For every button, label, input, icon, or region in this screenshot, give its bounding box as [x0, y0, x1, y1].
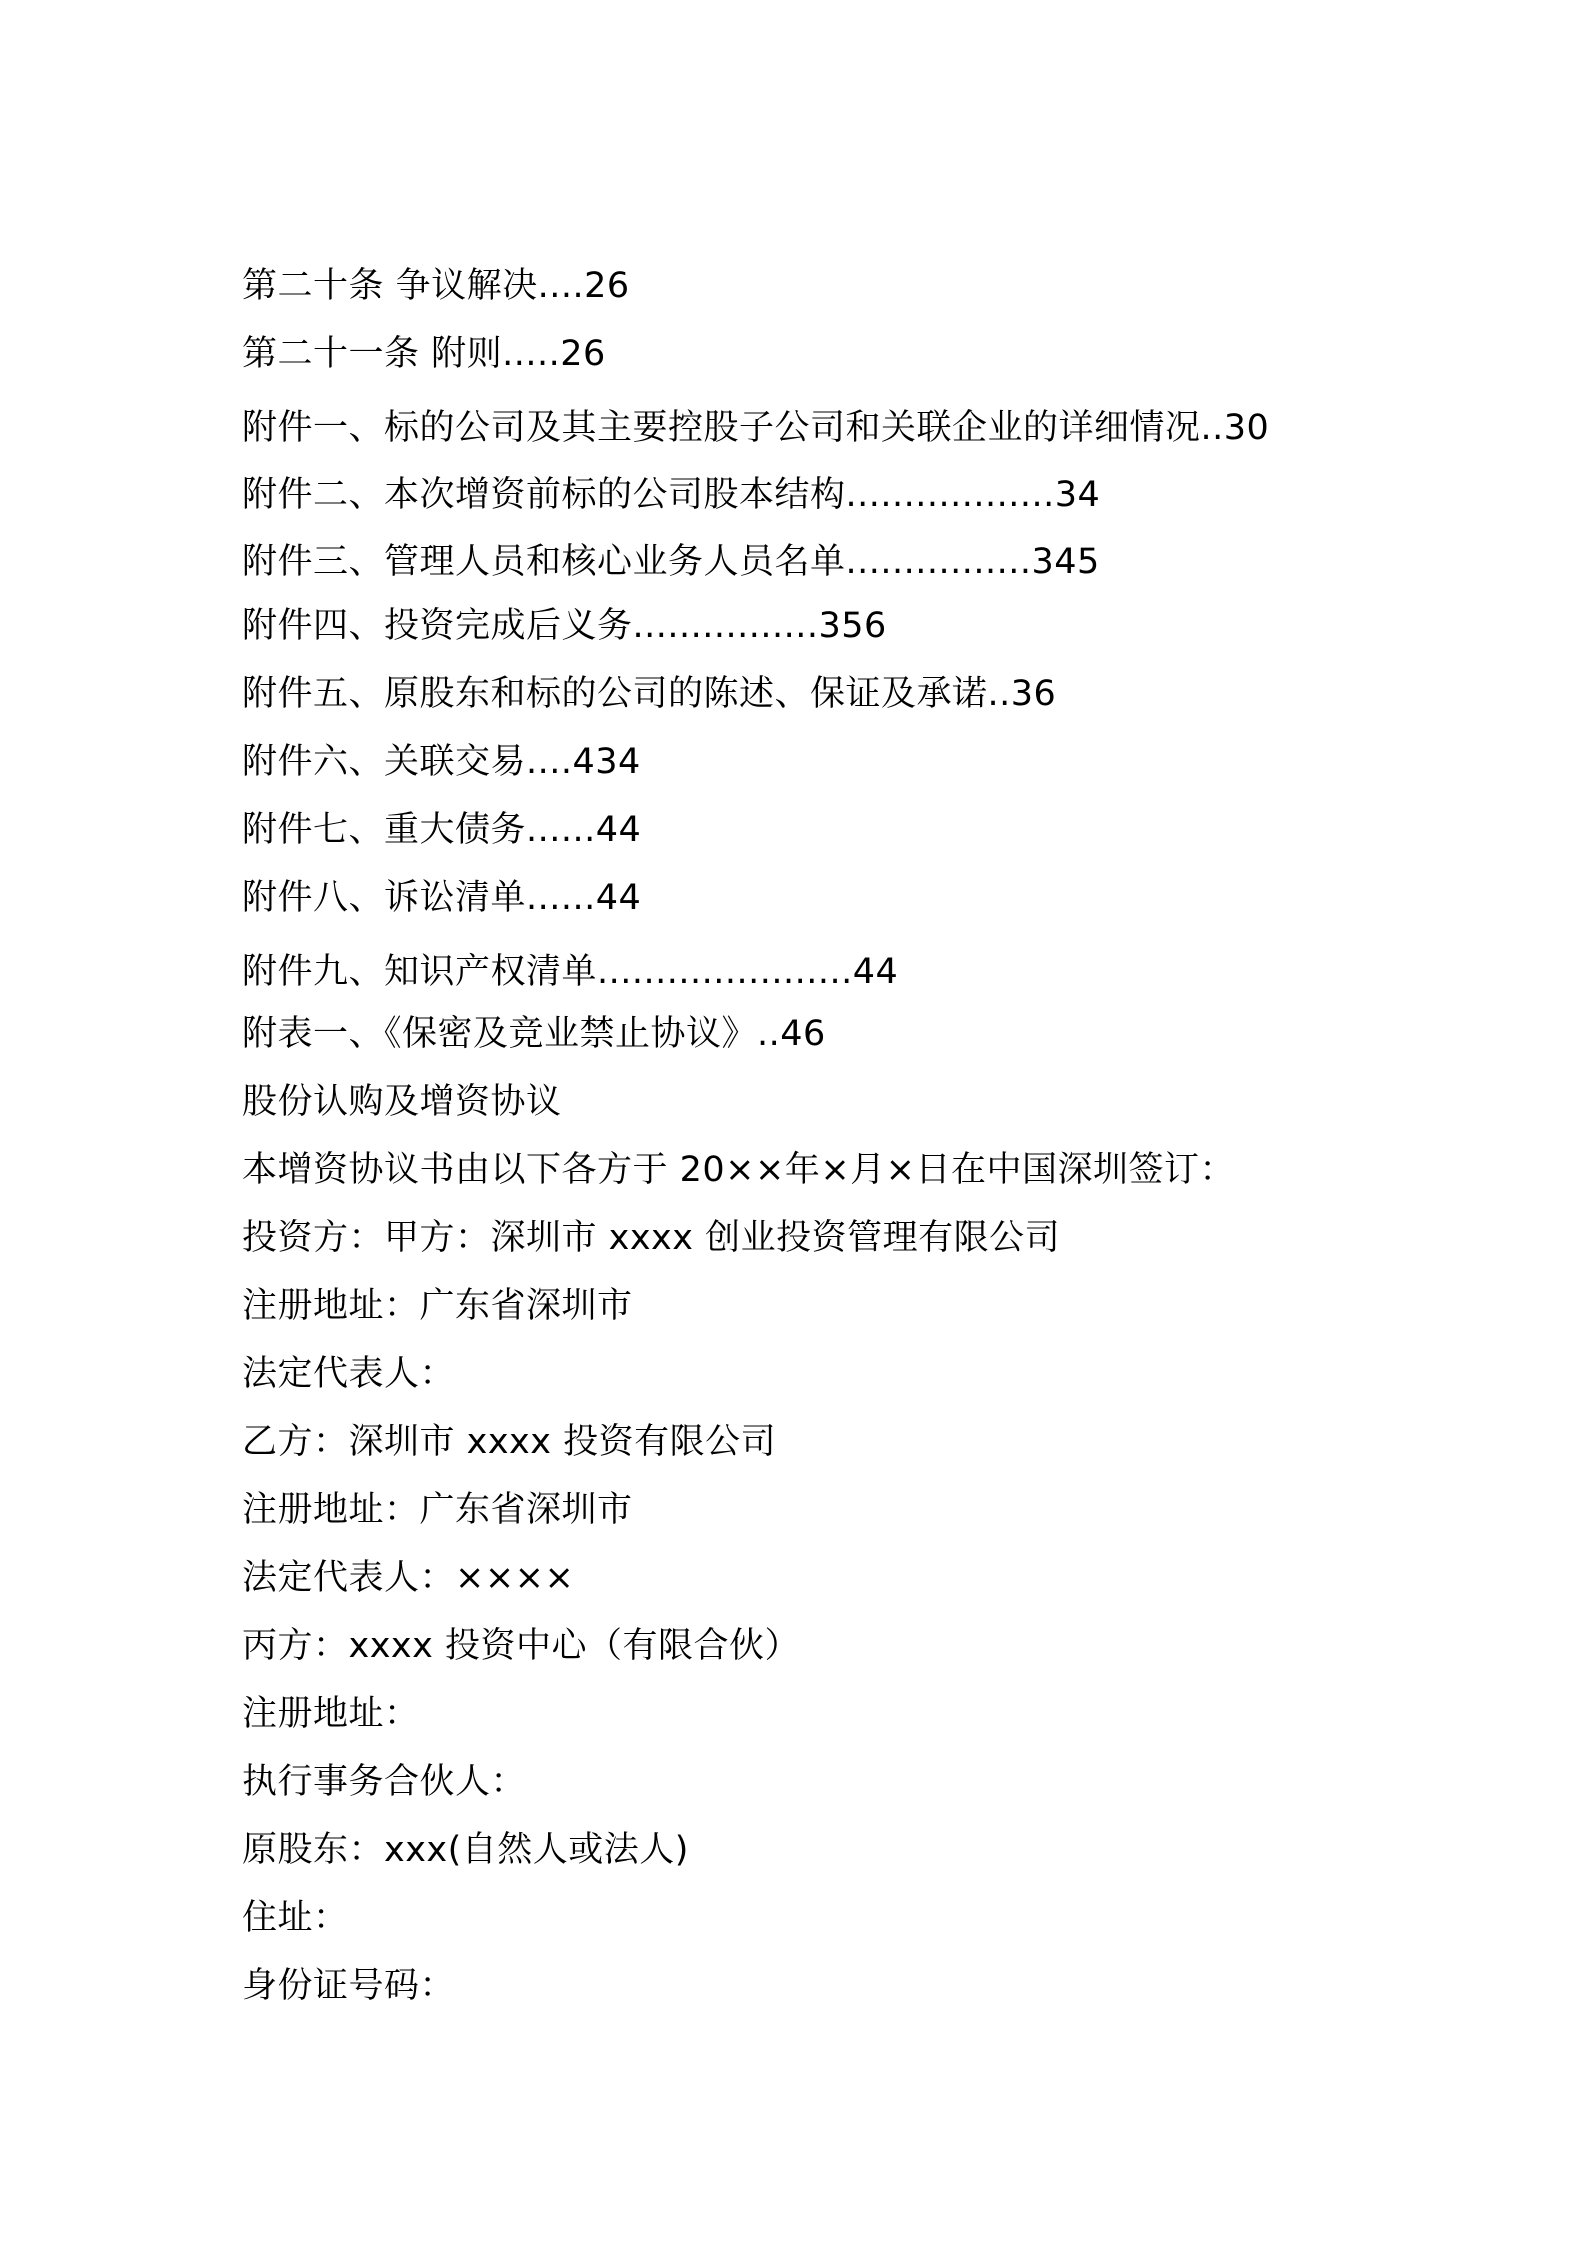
party-b-address: 注册地址：广东省深圳市: [242, 1490, 633, 1530]
original-shareholder: 原股东：xxx(自然人或法人): [242, 1830, 689, 1870]
toc-entry-annex-7: 附件七、重大债务......44: [242, 810, 642, 850]
party-b-name: 乙方：深圳市 xxxx 投资有限公司: [242, 1422, 777, 1462]
party-b-legal-rep: 法定代表人：××××: [242, 1558, 575, 1598]
toc-entry-annex-6: 附件六、关联交易....434: [242, 742, 641, 782]
toc-entry-annex-5: 附件五、原股东和标的公司的陈述、保证及承诺..36: [242, 674, 1057, 714]
toc-entry-annex-1: 附件一、标的公司及其主要控股子公司和关联企业的详细情况..30: [242, 408, 1270, 448]
toc-entry-annex-4: 附件四、投资完成后义务................356: [242, 606, 887, 646]
toc-entry-annex-2: 附件二、本次增资前标的公司股本结构..................34: [242, 475, 1101, 515]
toc-entry-annex-3: 附件三、管理人员和核心业务人员名单................345: [242, 542, 1100, 582]
toc-entry-annex-9: 附件九、知识产权清单......................44: [242, 952, 899, 992]
shareholder-address: 住址：: [242, 1898, 349, 1938]
party-a-legal-rep: 法定代表人：: [242, 1354, 456, 1394]
toc-entry-annex-8: 附件八、诉讼清单......44: [242, 878, 642, 918]
toc-entry-schedule-1: 附表一、《保密及竞业禁止协议》..46: [242, 1014, 826, 1054]
shareholder-id-number: 身份证号码：: [242, 1966, 456, 2006]
party-a-name: 投资方：甲方：深圳市 xxxx 创业投资管理有限公司: [242, 1218, 1061, 1258]
party-a-address: 注册地址：广东省深圳市: [242, 1286, 633, 1326]
party-c-name: 丙方：xxxx 投资中心（有限合伙）: [242, 1626, 800, 1666]
toc-entry-article-20: 第二十条 争议解决....26: [242, 266, 630, 306]
toc-entry-article-21: 第二十一条 附则.....26: [242, 334, 606, 374]
party-c-managing-partner: 执行事务合伙人：: [242, 1762, 527, 1802]
party-c-address: 注册地址：: [242, 1694, 420, 1734]
agreement-intro: 本增资协议书由以下各方于 20××年×月×日在中国深圳签订：: [242, 1150, 1235, 1190]
agreement-title: 股份认购及增资协议: [242, 1082, 562, 1122]
